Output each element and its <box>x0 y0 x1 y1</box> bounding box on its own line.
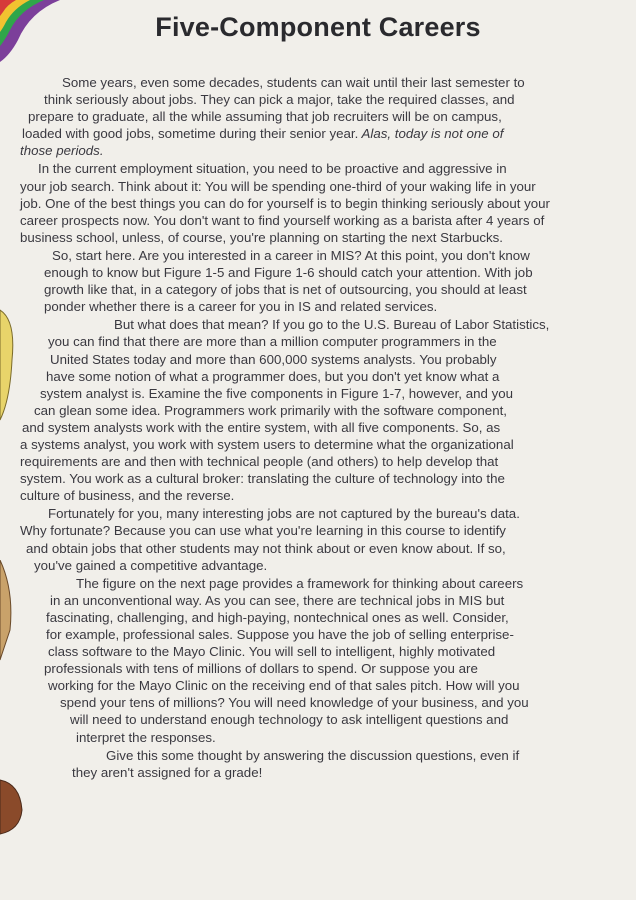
text-line: Some years, even some decades, students can wait until their last semester to <box>62 75 525 90</box>
text-line: Give this some thought by answering the discussion questions, even if <box>106 747 520 763</box>
text-line: and obtain jobs that other students may not think about or even know about. If so, <box>26 540 506 556</box>
text-line: requirements are and then with technical people (and others) to help develop that <box>20 454 499 470</box>
text-line: your job search. Think about it: You will be spending one-third of your waking life in your <box>20 178 536 194</box>
text-line: professionals with tens of millions of dollars to spend. Or suppose you are <box>44 661 478 677</box>
text-line: can glean some idea. Programmers work primarily with the software component, <box>34 402 507 418</box>
text-line: class software to the Mayo Clinic. You will sell to intelligent, highly motivated <box>48 644 496 660</box>
text-line: business school, unless, of course, you're planning on starting the next Starbucks. <box>20 229 503 245</box>
text-line: ponder whether there is a career for you in IS and related services. <box>44 299 438 315</box>
text-line: a systems analyst, you work with system users to determine what the organizational <box>20 436 514 452</box>
text-line: United States today and more than 600,000 systems analysts. You probably <box>50 351 497 367</box>
italic-text: Alas, today is not one of <box>358 126 504 142</box>
text-line: you've gained a competitive advantage. <box>34 557 268 573</box>
text-line: have some notion of what a programmer does, but you don't yet know what a <box>46 368 500 384</box>
paragraph-5 <box>20 505 586 573</box>
text-line: career prospects now. You don't want to find yourself working as a barista after 4 years of <box>20 212 545 228</box>
text-line: prepare to graduate, all the while assuming that job recruiters will be on campus, <box>28 109 502 125</box>
text-line: and system analysts work with the entire system, with all five components. So, as <box>22 419 501 435</box>
text-line: The figure on the next page provides a framework for thinking about careers <box>76 575 524 591</box>
text-line: But what does that mean? If you go to the U.S. Bureau of Labor Statistics, <box>114 317 550 333</box>
page-title: Five-Component Careers <box>155 12 481 42</box>
text-line: they aren't assigned for a grade! <box>72 764 263 780</box>
text-line <box>20 142 586 159</box>
paragraph-3 <box>20 247 586 315</box>
text-line: fascinating, challenging, and high-paying, nontechnical ones as well. Consider, <box>46 609 509 625</box>
text-line <box>20 125 586 142</box>
article-body <box>20 74 586 781</box>
text-line: interpret the responses. <box>76 729 216 745</box>
italic-text: those periods. <box>20 143 104 159</box>
text-line: system. You work as a cultural broker: translating the culture of technology into the <box>20 471 505 487</box>
text-line: you can find that there are more than a million computer programmers in the <box>48 334 497 350</box>
text-line: Fortunately for you, many interesting jobs are not captured by the bureau's data. <box>48 506 520 522</box>
text-line: working for the Mayo Clinic on the receiving end of that sales pitch. How will you <box>48 678 520 694</box>
text-line: think seriously about jobs. They can pick a major, take the required classes, and <box>44 92 515 108</box>
text-line: for example, professional sales. Suppose you have the job of selling enterprise- <box>46 627 514 642</box>
paragraph-2 <box>20 160 586 245</box>
text-line: will need to understand enough technology to ask intelligent questions and <box>70 712 509 728</box>
paragraph-4 <box>20 316 586 504</box>
text-line: Why fortunate? Because you can use what you're learning in this course to identify <box>20 523 506 539</box>
paragraph-6 <box>20 575 586 746</box>
text-fragment: loaded with good jobs, sometime during their senior year. <box>22 126 359 142</box>
text-line: In the current employment situation, you need to be proactive and aggressive in <box>38 161 507 177</box>
figure-illustration-middle <box>0 560 22 670</box>
text-line: So, start here. Are you interested in a career in MIS? At this point, you don't know <box>52 247 530 263</box>
paragraph-7 <box>20 747 586 781</box>
text-line: culture of business, and the reverse. <box>20 488 235 504</box>
text-line: growth like that, in a category of jobs that is net of outsourcing, you should at least <box>44 282 527 298</box>
text-line: enough to know but Figure 1-5 and Figure 1-6 should catch your attention. With job <box>44 265 533 281</box>
paragraph-1 <box>20 74 586 159</box>
text-line: spend your tens of millions? You will need knowledge of your business, and you <box>60 695 529 711</box>
text-line: system analyst is. Examine the five components in Figure 1-7, however, and you <box>40 385 514 401</box>
figure-illustration-top <box>0 300 22 430</box>
text-line: in an unconventional way. As you can see, there are technical jobs in MIS but <box>50 592 505 608</box>
text-line: job. One of the best things you can do for yourself is to begin thinking seriously about your <box>20 195 550 211</box>
